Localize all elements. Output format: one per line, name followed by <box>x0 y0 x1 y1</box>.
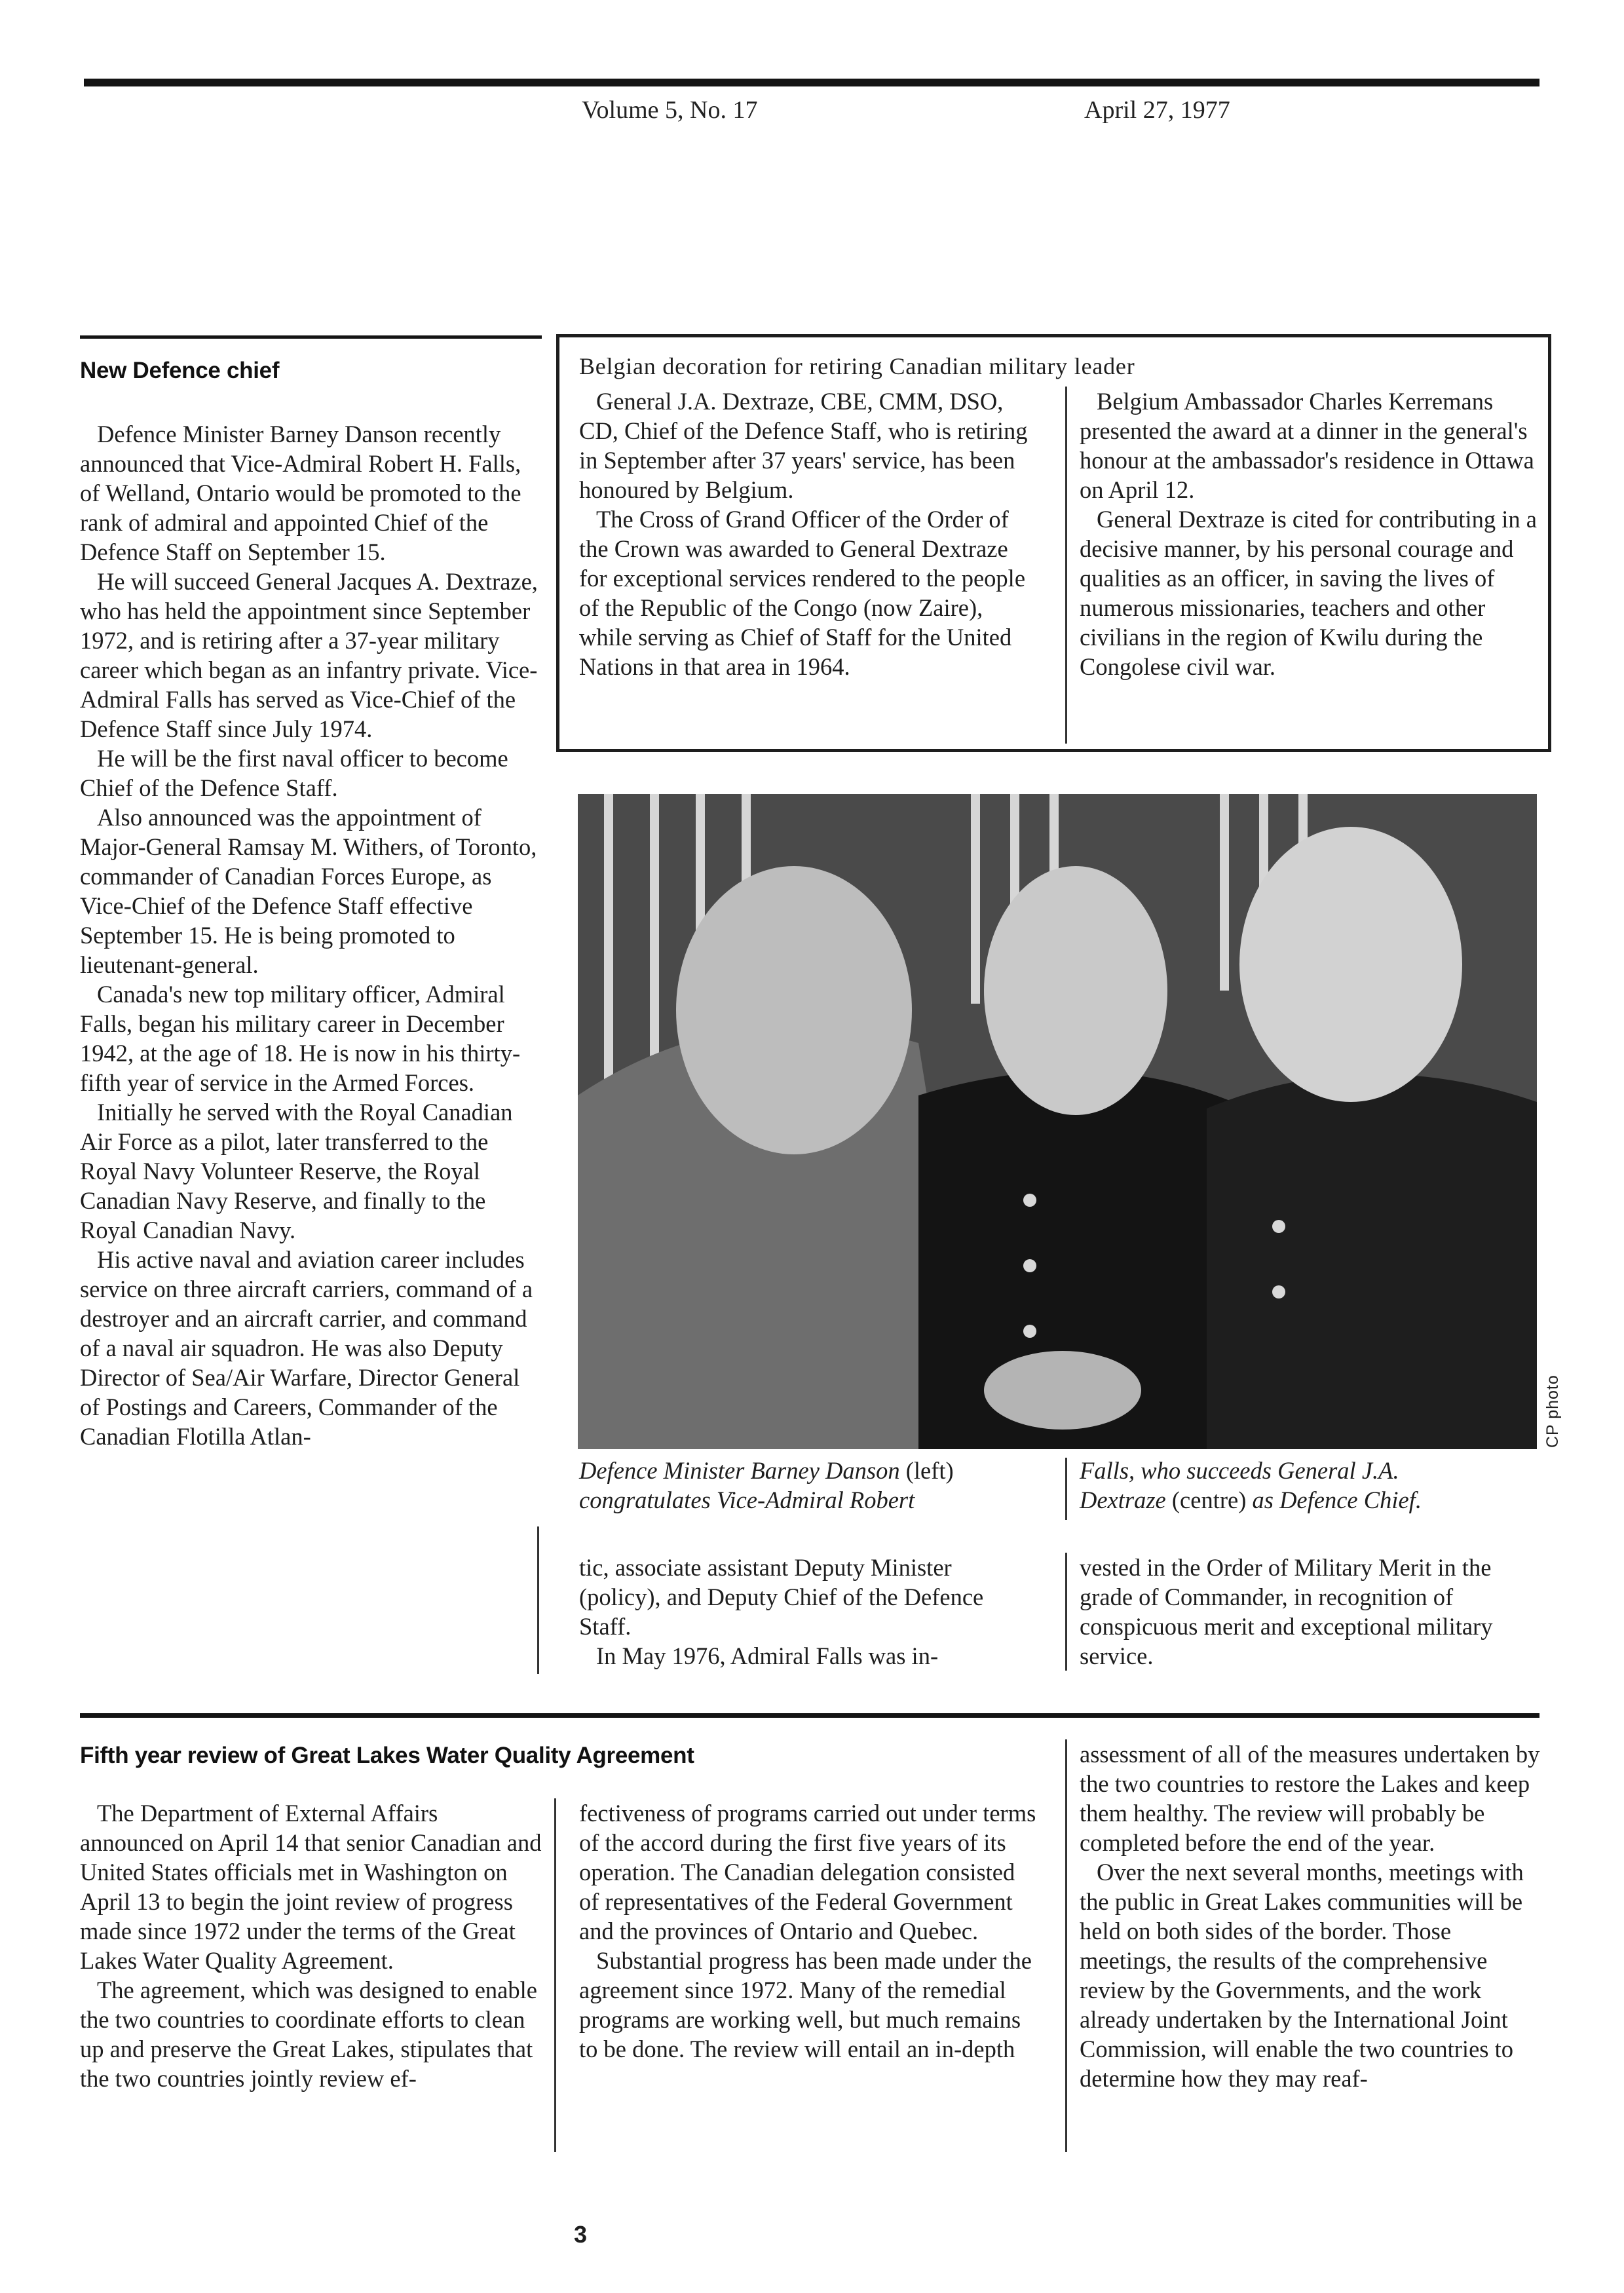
article1-body <box>80 419 542 1451</box>
sidebar-box-paragraph: General J.A. Dextraze, CBE, CMM, DSO, CD, Chief of the Defence Staff, who is retiring in September after 37 years' service, has been honoured by Belgium. <box>579 388 1028 503</box>
caption-text: as Defence Chief. <box>1252 1487 1422 1513</box>
caption-text: Dextraze <box>1080 1487 1166 1513</box>
article1-paragraph: tic, associate assistant Deputy Minister (policy), and Deputy Chief of the Defence Staff. <box>579 1554 984 1640</box>
article1-continuation-col3 <box>1080 1553 1538 1671</box>
column-divider <box>554 1798 556 2152</box>
photo-caption-right <box>1080 1456 1551 1515</box>
article1-paragraph: He will succeed General Jacques A. Dextraze, who has held the appointment since September 1972, and is retiring after a 37-year military career which began as an infantry private. Vice-Admiral Falls has served as Vice-Chief of the Defence Staff since July 1974. <box>80 568 538 742</box>
sidebar-box-paragraph: General Dextraze is cited for contributing in a decisive manner, by his personal courage and qualities as an officer, in saving the lives of numerous missionaries, teachers and other civilians in the region of Kwilu during the Congolese civil war. <box>1080 506 1537 680</box>
article2-title: Fifth year review of Great Lakes Water Quality Agreement <box>80 1743 694 1768</box>
article2-rule <box>80 1713 1539 1718</box>
sidebar-box-paragraph: The Cross of Grand Officer of the Order of the Crown was awarded to General Dextraze for exceptional services rendered to the people of the Republic of the Congo (now Zaire), while serving as Chief of Staff for the United Nations in that area in 1964. <box>579 506 1026 680</box>
article1-paragraph: In May 1976, Admiral Falls was in- <box>596 1642 939 1669</box>
article1-paragraph: His active naval and aviation career includes service on three aircraft carriers, command of a destroyer and an aircraft carrier, and command of a naval air squadron. He was also Deputy Director of Sea/Air Warfare, Director General of Postings and Careers, Commander of the Canadian Flotilla Atlan- <box>80 1246 533 1450</box>
issue-date: April 27, 1977 <box>1084 96 1230 124</box>
article1-title: New Defence chief <box>80 358 280 383</box>
caption-text: congratulates Vice-Admiral Robert <box>579 1487 915 1513</box>
article2-paragraph: fectiveness of programs carried out under terms of the accord during the first five years of its operation. The Canadian delegation consisted of representatives of the Federal Government and the provinces of Ontario and Quebec. <box>579 1800 1036 1944</box>
caption-text: Defence Minister Barney Danson <box>579 1457 900 1484</box>
article2-column-2 <box>579 1798 1038 2064</box>
caption-divider <box>1065 1458 1067 1520</box>
article1-rule <box>80 335 542 339</box>
article1-paragraph: Initially he served with the Royal Canadian Air Force as a pilot, later transferred to the Royal Navy Volunteer Reserve, the Royal Canadian Navy Reserve, and finally to the Royal Canadian Navy. <box>80 1099 513 1243</box>
article2-paragraph: The Department of External Affairs announced on April 14 that senior Canadian and United States officials met in Washington on April 13 to begin the joint review of progress made since 1972 under the terms of the Great Lakes Water Quality Agreement. <box>80 1800 542 1974</box>
article2-paragraph: The agreement, which was designed to enable the two countries to coordinate efforts to clean up and preserve the Great Lakes, stipulates that the two countries jointly review ef- <box>80 1977 537 2092</box>
article1-paragraph: Canada's new top military officer, Admiral Falls, began his military career in December 1942, at the age of 18. He is now in his thirty-fifth year of service in the Armed Forces. <box>80 981 521 1096</box>
article1-paragraph: vested in the Order of Military Merit in the grade of Commander, in recognition of conspicuous merit and exceptional military service. <box>1080 1554 1493 1669</box>
caption-text: Falls, who succeeds General J.A. <box>1080 1457 1399 1484</box>
caption-text: (centre) <box>1171 1487 1247 1513</box>
article1-continuation-col2 <box>579 1553 1038 1671</box>
news-photo <box>578 794 1537 1449</box>
article2-column-3 <box>1080 1739 1546 2093</box>
caption-text: (left) <box>905 1457 954 1484</box>
sidebar-box-left-column <box>579 387 1038 681</box>
article2-column-1 <box>80 1798 542 2093</box>
photo-illustration <box>578 794 1537 1449</box>
column-divider <box>1065 1739 1067 2152</box>
column-divider <box>537 1526 539 1674</box>
sidebar-box-right-column <box>1080 387 1538 681</box>
sidebar-box-divider <box>1065 387 1067 744</box>
page-number: 3 <box>574 2221 588 2248</box>
photo-caption-left <box>579 1456 1057 1515</box>
photo-credit: CP photo <box>1543 1374 1562 1448</box>
article2-paragraph: Over the next several months, meetings with the public in Great Lakes communities will be held on both sides of the border. Those meetings, the results of the comprehensive review by the Governments, and the work already undertaken by the International Joint Commission, will enable the two countries to determine how they may reaf- <box>1080 1859 1524 2092</box>
article1-paragraph: Also announced was the appointment of Major-General Ramsay M. Withers, of Toronto, commander of Canadian Forces Europe, as Vice-Chief of the Defence Staff effective September 15. He is being promoted to lieutenant-general. <box>80 804 537 978</box>
article1-paragraph: He will be the first naval officer to become Chief of the Defence Staff. <box>80 745 508 801</box>
top-rule <box>84 79 1539 86</box>
column-divider <box>1065 1553 1067 1671</box>
article1-paragraph: Defence Minister Barney Danson recently announced that Vice-Admiral Robert H. Falls, of Welland, Ontario would be promoted to the rank of admiral and appointed Chief of the Defence Staff on September 15. <box>80 421 521 565</box>
article2-paragraph: Substantial progress has been made under the agreement since 1972. Many of the remedial programs are working well, but much remains to be done. The review will entail an in-depth <box>579 1947 1032 2062</box>
sidebar-box-paragraph: Belgium Ambassador Charles Kerremans presented the award at a dinner in the general's honour at the ambassador's residence in Ottawa on April 12. <box>1080 388 1534 503</box>
volume-number: Volume 5, No. 17 <box>582 96 758 124</box>
sidebar-box-title: Belgian decoration for retiring Canadian military leader <box>579 353 1135 379</box>
article2-paragraph: assessment of all of the measures undertaken by the two countries to restore the Lakes and keep them healthy. The review will probably be completed before the end of the year. <box>1080 1741 1540 1856</box>
